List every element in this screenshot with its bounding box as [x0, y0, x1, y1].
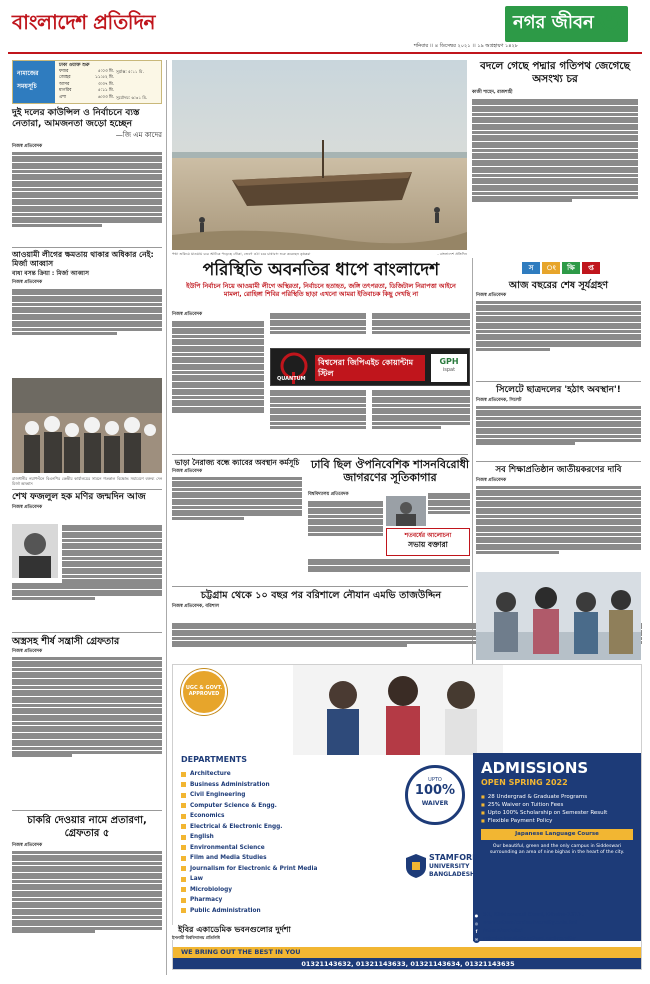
prayer-heading: ঢাকা ওয়াক্ত শুরু	[59, 63, 90, 68]
story-10-body	[172, 477, 302, 547]
department-item[interactable]	[181, 864, 351, 875]
bullet-square-icon	[181, 835, 186, 840]
department-name: Journalism for Electronic & Print Media	[190, 865, 318, 872]
sunrise-text: সূর্যোদয়: ৬:৩১ মি.	[116, 95, 148, 100]
page-number	[598, 2, 644, 44]
departments-list	[181, 769, 351, 916]
contact-list	[473, 911, 641, 943]
section-name: নগর জীবন	[513, 12, 594, 33]
department-item[interactable]	[181, 790, 351, 801]
phone-bar	[173, 958, 642, 970]
approved-badge	[181, 669, 227, 715]
lead-title[interactable]: পরিস্থিতি অবনতির ধাপে বাংলাদেশ	[202, 260, 440, 280]
story-11	[308, 458, 472, 484]
check-icon: ■	[481, 809, 485, 815]
prayer-label-2: সময়সূচি	[17, 83, 37, 90]
admissions-sub: OPEN SPRING 2022	[481, 777, 568, 787]
date-line: শনিবার ।। ৪ ডিসেম্বর ২০২১ ।। ১৯ অগ্রহায়ণ ১৪২৮	[413, 43, 518, 49]
stamford-logo	[405, 849, 479, 889]
story-3-body-2	[12, 582, 162, 614]
story-12-byline: নিজস্ব প্রতিবেদক, বরিশাল	[172, 604, 220, 609]
story-6-byline: কাজী শাহেদ, রাজশাহী	[472, 90, 513, 95]
waiver-pct: 100%	[414, 783, 456, 799]
lead-story	[172, 260, 470, 299]
uni-name-2: UNIVERSITY	[429, 863, 470, 870]
rule-mid-2	[172, 586, 468, 587]
lead-deck-2: মামলা, রোহিঙ্গা শিবির পরিস্থিতি ছাড়া এখনো আমরা ইতিবাচক কিছু দেখছি না	[223, 291, 419, 298]
rule-left-1	[12, 247, 162, 248]
department-name: Economics	[190, 813, 225, 819]
lead-body-col-1	[172, 320, 264, 460]
bullet-square-icon	[181, 814, 186, 819]
story-4-body	[12, 657, 162, 807]
department-item[interactable]	[181, 769, 351, 780]
bullet-square-icon	[181, 856, 186, 861]
story-10-byline: নিজস্ব প্রতিবেদক	[172, 469, 203, 474]
story-11-body-3	[308, 558, 470, 584]
benefit-text: Upto 100% Scholarship on Semester Result	[487, 809, 608, 816]
waiver-upto: UPTO	[428, 777, 442, 783]
facebook-icon: f	[473, 928, 480, 935]
story-10	[172, 458, 302, 547]
department-item[interactable]	[181, 885, 351, 896]
story-7-byline: নিজস্ব প্রতিবেদক	[476, 293, 507, 298]
quantum-brand: QUANTUM	[277, 376, 306, 382]
department-item[interactable]	[181, 843, 351, 854]
story-11-byline: বিশ্ববিদ্যালয় প্রতিবেদক	[308, 492, 349, 497]
story-13-title-wrap	[172, 925, 297, 940]
department-item[interactable]	[181, 801, 351, 812]
story-12	[172, 590, 470, 610]
story-8-byline: নিজস্ব প্রতিবেদক, সিলেট	[476, 398, 522, 403]
lead-deck-1: ইউপি নির্বাচন নিয়ে আওয়ামী লীগে অস্থিরতা, নির্বাচনে হতাহত, জঙ্গি তৎপরতা, ডিজিটাল নিরাপত্তা আইনে	[186, 283, 456, 290]
story-1-title[interactable]: দুই দলের কাউন্সিল ও নির্বাচনে ব্যস্ত নেতারা, আমজনতা জড়ো হচ্ছেন	[12, 108, 140, 129]
department-name: English	[190, 834, 214, 840]
lead-byline: নিজস্ব প্রতিবেদক	[172, 312, 203, 317]
department-name: Computer Science & Engg.	[190, 802, 277, 809]
contact-text: www.stamforduniversity.edu.bd	[483, 920, 577, 926]
quantum-tagline-box	[315, 355, 425, 381]
students-image	[476, 572, 641, 660]
story-3-title[interactable]: শেখ ফজলুল হক মণির জন্মদিন আজ	[12, 492, 146, 502]
bullet-square-icon	[181, 866, 186, 871]
japanese-course	[481, 829, 633, 840]
waiver-word: WAIVER	[421, 799, 449, 807]
story-1-quote: —জি এম কাদের	[115, 131, 162, 139]
check-icon: ■	[481, 801, 485, 807]
story-6-title[interactable]: বদলে গেছে পদ্মার গতিপথ জেগেছে অসংখ্য চর	[479, 60, 631, 85]
prayer-time: ৩:৩৭ মি.	[97, 81, 114, 87]
contact-text: 51, Siddeswari Road, Dhaka-1217.	[483, 912, 584, 918]
story-13-byline: ইসলামী বিশ্ববিদ্যালয় প্রতিনিধি	[172, 935, 220, 940]
prayer-name: ফজর	[59, 69, 69, 74]
email-icon: ✉	[474, 936, 479, 942]
bullet-square-icon	[181, 803, 186, 808]
story-11-title[interactable]: ঢাবি ছিল ঔপনিবেশিক শাসনবিরোধী জাগরণের সূতিকাগার	[310, 458, 470, 484]
gph-logo	[431, 354, 467, 382]
bullet-square-icon	[181, 793, 186, 798]
benefit-text: 25% Waiver on Tuition Fees	[487, 801, 564, 808]
page-number-text: ৩	[598, 2, 622, 43]
department-name: Electrical & Electronic Engg.	[190, 823, 283, 830]
contact-text: /stamfordubd	[483, 928, 523, 934]
story-9-title[interactable]: সব শিক্ষাপ্রতিষ্ঠান জাতীয়করণের দাবি	[495, 465, 622, 475]
contact-item[interactable]	[473, 919, 641, 927]
story-7	[476, 280, 641, 379]
bullet-square-icon	[181, 782, 186, 787]
uni-name-1: STAMFORD	[429, 853, 479, 862]
boat-on-sand-image	[172, 60, 467, 250]
phones-text[interactable]: 01321143632, 01321143633, 01321143634, 01321143635	[301, 960, 515, 968]
story-13	[172, 664, 173, 665]
padma-photo	[172, 60, 467, 250]
department-name: Architecture	[190, 771, 231, 777]
globe-icon: ◎	[474, 920, 479, 926]
mirza-abbas-photo	[12, 378, 162, 473]
department-name: Pharmacy	[190, 897, 223, 903]
department-item[interactable]	[181, 895, 351, 906]
prayer-box	[12, 60, 162, 104]
sunset-text: সূর্যাস্ত: ৫:১১ মি.	[116, 69, 144, 74]
lead-body-col-2b	[270, 389, 366, 451]
samkhipta-letter: প্ত	[582, 262, 600, 274]
contact-item[interactable]	[473, 927, 641, 935]
story-6-title-block	[470, 60, 640, 85]
department-item[interactable]	[181, 906, 351, 917]
story-5-title[interactable]: চাকরি দেওয়ার নামে প্রতারণা, গ্রেফতার ৫	[27, 815, 147, 839]
rule-mid-1	[172, 454, 468, 455]
story-8	[476, 385, 641, 466]
bullet-square-icon	[181, 845, 186, 850]
masthead-logo	[12, 10, 187, 36]
column-rule-left	[166, 60, 167, 975]
check-icon: ■	[481, 793, 485, 799]
story-3-byline: নিজস্ব প্রতিবেদক	[12, 505, 43, 510]
departments-title-text: DEPARTMENTS	[181, 755, 248, 764]
story-2	[12, 250, 162, 348]
department-name: Business Administration	[190, 781, 270, 788]
department-name: Microbiology	[190, 886, 233, 893]
benefit-text: 28 Undergrad & Graduate Programs	[487, 793, 588, 800]
benefits-list	[473, 788, 641, 825]
sheikh-moni-portrait	[12, 524, 58, 578]
story-11-inset	[386, 528, 470, 556]
department-name: Public Administration	[190, 907, 261, 914]
prayer-time: ৫:০৩ মি.	[97, 69, 114, 74]
story-9-byline: নিজস্ব প্রতিবেদক	[476, 478, 507, 483]
padma-caption: পদ্মা শুকিয়ে যাওয়ায় চরে আটকে পড়েছে নৌকা, জেগে ওঠা চরে চাষাবাদ শুরু করেছেন কৃষকরা	[172, 252, 311, 256]
department-item[interactable]	[181, 822, 351, 833]
prayer-name: এশা	[59, 94, 67, 100]
story-13-title[interactable]: ইবির একাডেমিক ভবনগুলোর দুর্দশা	[178, 925, 291, 934]
story-7-body	[476, 301, 641, 379]
inset-title: শতবর্ষের আলোচনা	[404, 532, 452, 539]
story-5-body	[12, 851, 162, 973]
benefit-text: Flexible Payment Policy	[487, 817, 553, 824]
contact-text: admission@stamford.university	[483, 936, 576, 942]
department-item[interactable]	[181, 853, 351, 864]
department-item[interactable]	[181, 811, 351, 822]
check-icon: ■	[481, 817, 485, 823]
department-name: Law	[190, 876, 203, 882]
slogan-bar	[173, 947, 642, 958]
rally-photo	[12, 378, 162, 473]
story-11-body-1	[308, 500, 383, 558]
contact-item[interactable]	[473, 935, 641, 943]
contact-item[interactable]	[473, 911, 641, 919]
dhaka-university-photo	[386, 496, 426, 526]
logo-text: বাংলাদেশ প্রতিদিন	[12, 10, 155, 34]
story-2-byline: নিজস্ব প্রতিবেদক	[12, 280, 43, 286]
story-4	[12, 636, 162, 807]
ispat-text: ispat	[442, 367, 456, 373]
benefit-item	[481, 801, 633, 809]
admissions-title: ADMISSIONS	[481, 759, 589, 777]
department-name: Film and Media Studies	[190, 855, 267, 861]
story-4-title[interactable]: অস্ত্রসহ শীর্ষ সন্ত্রাসী গ্রেফতার	[12, 636, 120, 647]
prayer-name: জোহর	[59, 75, 71, 81]
prayer-list	[59, 69, 114, 101]
story-5	[12, 814, 162, 973]
department-name: Environmental Science	[190, 844, 265, 851]
masthead	[0, 0, 650, 58]
story-11-body-2	[428, 492, 470, 526]
approved-line-1: UGC & GOVT.	[185, 685, 223, 691]
prayer-time: ৫:১১ মি.	[97, 88, 114, 94]
story-10-title[interactable]: ভাড়া নৈরাজ্য বন্ধে ক্যাবের অবস্থান কর্মসূচি	[174, 458, 300, 467]
bullet-square-icon	[181, 887, 186, 892]
rule-right-2	[476, 461, 641, 462]
gph-logo-text: GPH	[439, 357, 459, 366]
benefit-item	[481, 817, 633, 825]
prayer-time: ৬:৩৩ মি.	[97, 94, 114, 100]
prayer-label-1: নামাজের	[17, 70, 39, 77]
slogan-text: WE BRING OUT THE BEST IN YOU	[181, 948, 301, 956]
department-item[interactable]	[181, 832, 351, 843]
story-7-title[interactable]: আজ বছরের শেষ সূর্যগ্রহণ	[508, 280, 609, 291]
students-banner	[293, 665, 503, 755]
bullet-square-icon	[181, 898, 186, 903]
campus-note: Our beautiful, green and the only campus in Siddeswari surrounding an area of nine bighas in the heart of the city.	[489, 843, 625, 855]
story-2-title[interactable]: আওয়ামী লীগের ক্ষমতায় থাকার অধিকার নেই: মির্জা আব্বাস	[12, 250, 154, 269]
department-item[interactable]	[181, 780, 351, 791]
story-1	[12, 108, 162, 246]
rule-right-1	[476, 381, 641, 382]
prayer-name: মাগরিব	[59, 88, 72, 94]
departments-title	[181, 755, 271, 765]
uni-name-3: BANGLADESH	[429, 871, 476, 878]
masthead-rule	[8, 52, 642, 54]
samkhipta-letter: স	[522, 262, 540, 274]
japanese-course-label: Japanese Language Course	[515, 830, 599, 837]
mirza-abbas-caption: রাজধানীর নয়াপল্টনে বিএনপির কেন্দ্রীয় কার্যালয়ের সামনে গতকাল বিক্ষোভ সমাবেশে বক্তব্য দেন মির্জা আব্বাস	[12, 476, 162, 486]
samkhipta-header	[522, 262, 602, 275]
story-1-byline: নিজস্ব প্রতিবেদক	[12, 143, 43, 149]
approved-line-2: APPROVED	[188, 691, 220, 698]
samkhipta-letter: ং	[542, 262, 560, 274]
story-5-byline: নিজস্ব প্রতিবেদক	[12, 843, 43, 848]
lead-body-col-3b	[372, 389, 470, 451]
prayer-row	[59, 95, 114, 101]
story-2-subline: বাধা বসন্ত ক্রিয়া : মির্জা আব্বাস	[12, 269, 89, 277]
story-4-byline: নিজস্ব প্রতিবেদক	[12, 649, 43, 654]
story-6-body	[472, 98, 638, 252]
students-photo	[476, 572, 641, 660]
location-icon: ●	[474, 912, 479, 918]
waiver-badge	[405, 765, 465, 825]
benefit-item	[481, 793, 633, 801]
bullet-square-icon	[181, 908, 186, 913]
department-item[interactable]	[181, 874, 351, 885]
bullet-square-icon	[181, 824, 186, 829]
padma-credit: - বাংলাদেশ প্রতিদিন	[437, 252, 467, 256]
story-1-body	[12, 151, 162, 246]
samkhipta-letter: ক্ষি	[562, 262, 580, 274]
benefit-item	[481, 809, 633, 817]
prayer-time: ১১:৫২ মি.	[95, 75, 114, 81]
rule-left-3	[12, 632, 162, 633]
bullet-square-icon	[181, 877, 186, 882]
prayer-label-block	[13, 61, 55, 103]
lead-body-col-3	[372, 312, 470, 346]
story-2-body	[12, 288, 162, 348]
story-8-body	[476, 406, 641, 466]
story-12-title[interactable]: চট্টগ্রাম থেকে ১০ বছর পর বরিশালে নৌযান এমভি তাজউদ্দিন	[200, 590, 442, 601]
story-3	[12, 492, 162, 511]
quantum-ad[interactable]	[270, 348, 470, 386]
prayer-name: আসর	[59, 81, 70, 87]
story-8-title[interactable]: সিলেটে ছাত্রদলের 'হঠাৎ অবস্থান'!	[496, 385, 621, 395]
lead-body-col-2	[270, 312, 366, 346]
rule-left-2	[12, 489, 162, 490]
story-9	[476, 465, 641, 590]
bullet-square-icon	[181, 772, 186, 777]
department-name: Civil Engineering	[190, 792, 246, 798]
rule-left-4	[12, 810, 162, 811]
inset-subtitle: সভায় বক্তারা	[408, 539, 448, 549]
column-rule-right	[472, 258, 473, 678]
quantum-tagline: বিশ্বসেরা জিপিএইচ কোয়ান্টাম স্টিল	[318, 358, 414, 378]
